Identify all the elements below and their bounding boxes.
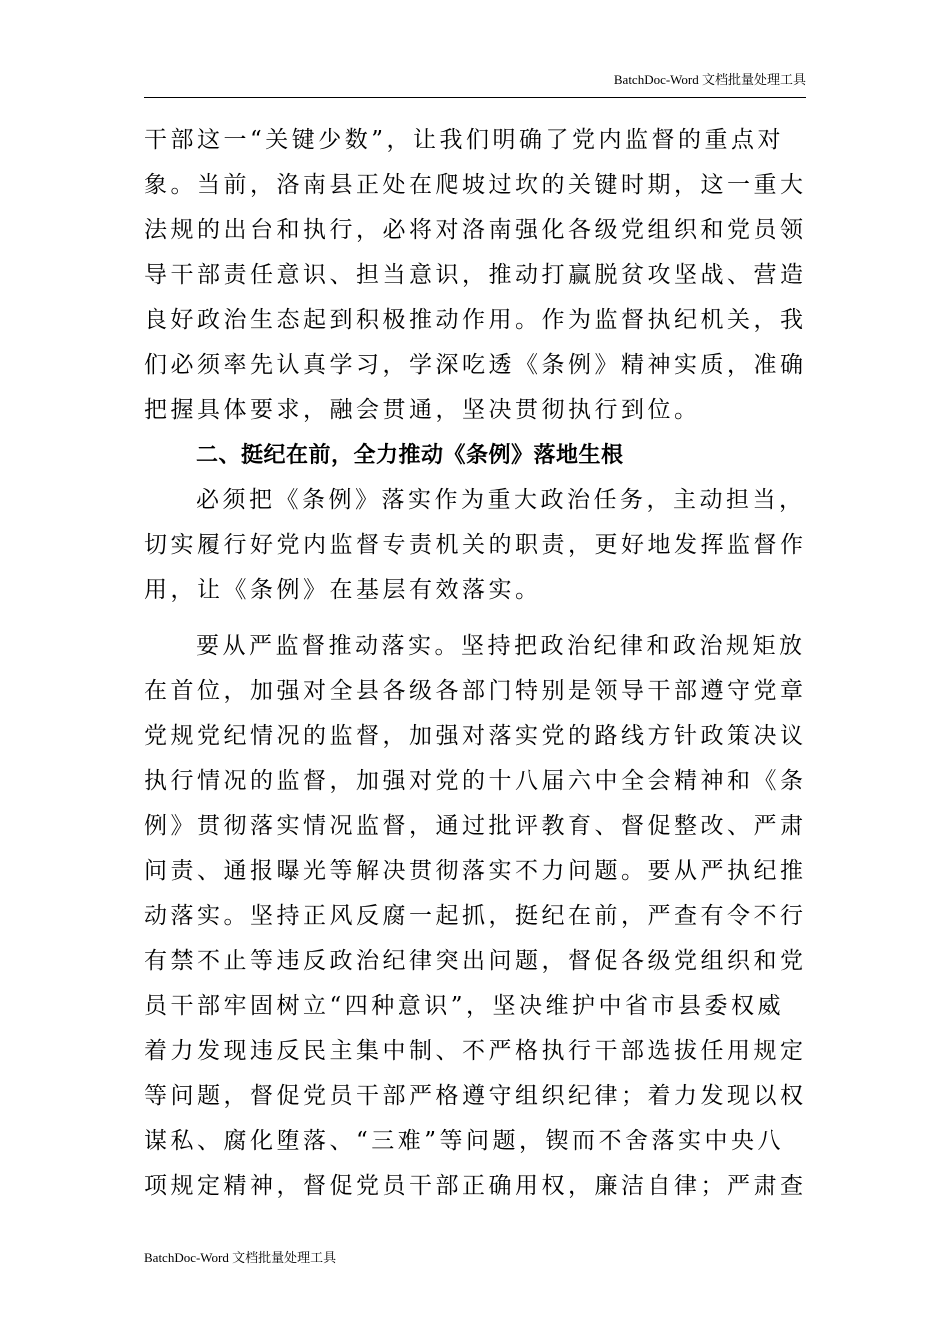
paragraph-line: 干部这一“关键少数”，让我们明确了党内监督的重点对 bbox=[144, 127, 785, 153]
paragraph-line: 良好政治生态起到积极推动作用。作为监督执纪机关，我 bbox=[144, 307, 807, 333]
paragraph-line: 项规定精神，督促党员干部正确用权，廉洁自律；严肃查 bbox=[144, 1173, 807, 1199]
page-header: BatchDoc-Word 文档批量处理工具 bbox=[613, 72, 806, 87]
paragraph-line: 动落实。坚持正风反腐一起抓，挺纪在前，严查有令不行 bbox=[144, 903, 807, 929]
paragraph-line: 在首位，加强对全县各级各部门特别是领导干部遵守党章 bbox=[144, 678, 807, 704]
header-rule bbox=[144, 97, 806, 98]
paragraph-line: 等问题，督促党员干部严格遵守组织纪律；着力发现以权 bbox=[144, 1083, 807, 1109]
paragraph-line: 党规党纪情况的监督，加强对落实党的路线方针政策决议 bbox=[144, 723, 807, 749]
paragraph-line: 要从严监督推动落实。坚持把政治纪律和政治规矩放 bbox=[196, 633, 806, 659]
paragraph-line: 法规的出台和执行，必将对洛南强化各级党组织和党员领 bbox=[144, 217, 807, 243]
paragraph-line: 执行情况的监督，加强对党的十八届六中全会精神和《条 bbox=[144, 768, 807, 794]
paragraph-line: 把握具体要求，融会贯通，坚决贯彻执行到位。 bbox=[144, 397, 701, 423]
paragraph-line: 切实履行好党内监督专责机关的职责，更好地发挥监督作 bbox=[144, 532, 807, 558]
paragraph-line: 问责、通报曝光等解决贯彻落实不力问题。要从严执纪推 bbox=[144, 858, 807, 884]
paragraph-line: 谋私、腐化堕落、“三难”等问题，锲而不舍落实中央八 bbox=[144, 1128, 785, 1154]
paragraph-line: 员干部牢固树立“四种意识”，坚决维护中省市县委权威 bbox=[144, 993, 785, 1019]
paragraph-line: 象。当前，洛南县正处在爬坡过坎的关键时期，这一重大 bbox=[144, 172, 807, 198]
paragraph-line: 必须把《条例》落实作为重大政治任务，主动担当， bbox=[196, 487, 806, 513]
paragraph-line: 有禁不止等违反政治纪律突出问题，督促各级党组织和党 bbox=[144, 948, 807, 974]
paragraph-spacer bbox=[144, 613, 806, 624]
document-body bbox=[144, 118, 806, 1209]
section-heading: 二、挺纪在前，全力推动《条例》落地生根 bbox=[196, 443, 624, 468]
paragraph-line: 用，让《条例》在基层有效落实。 bbox=[144, 577, 542, 603]
paragraph-line: 着力发现违反民主集中制、不严格执行干部选拔任用规定 bbox=[144, 1038, 807, 1064]
paragraph-line: 例》贯彻落实情况监督，通过批评教育、督促整改、严肃 bbox=[144, 813, 807, 839]
paragraph-line: 们必须率先认真学习，学深吃透《条例》精神实质，准确 bbox=[144, 352, 807, 378]
paragraph-line: 导干部责任意识、担当意识，推动打赢脱贫攻坚战、营造 bbox=[144, 262, 807, 288]
page-footer: BatchDoc-Word 文档批量处理工具 bbox=[144, 1250, 337, 1265]
